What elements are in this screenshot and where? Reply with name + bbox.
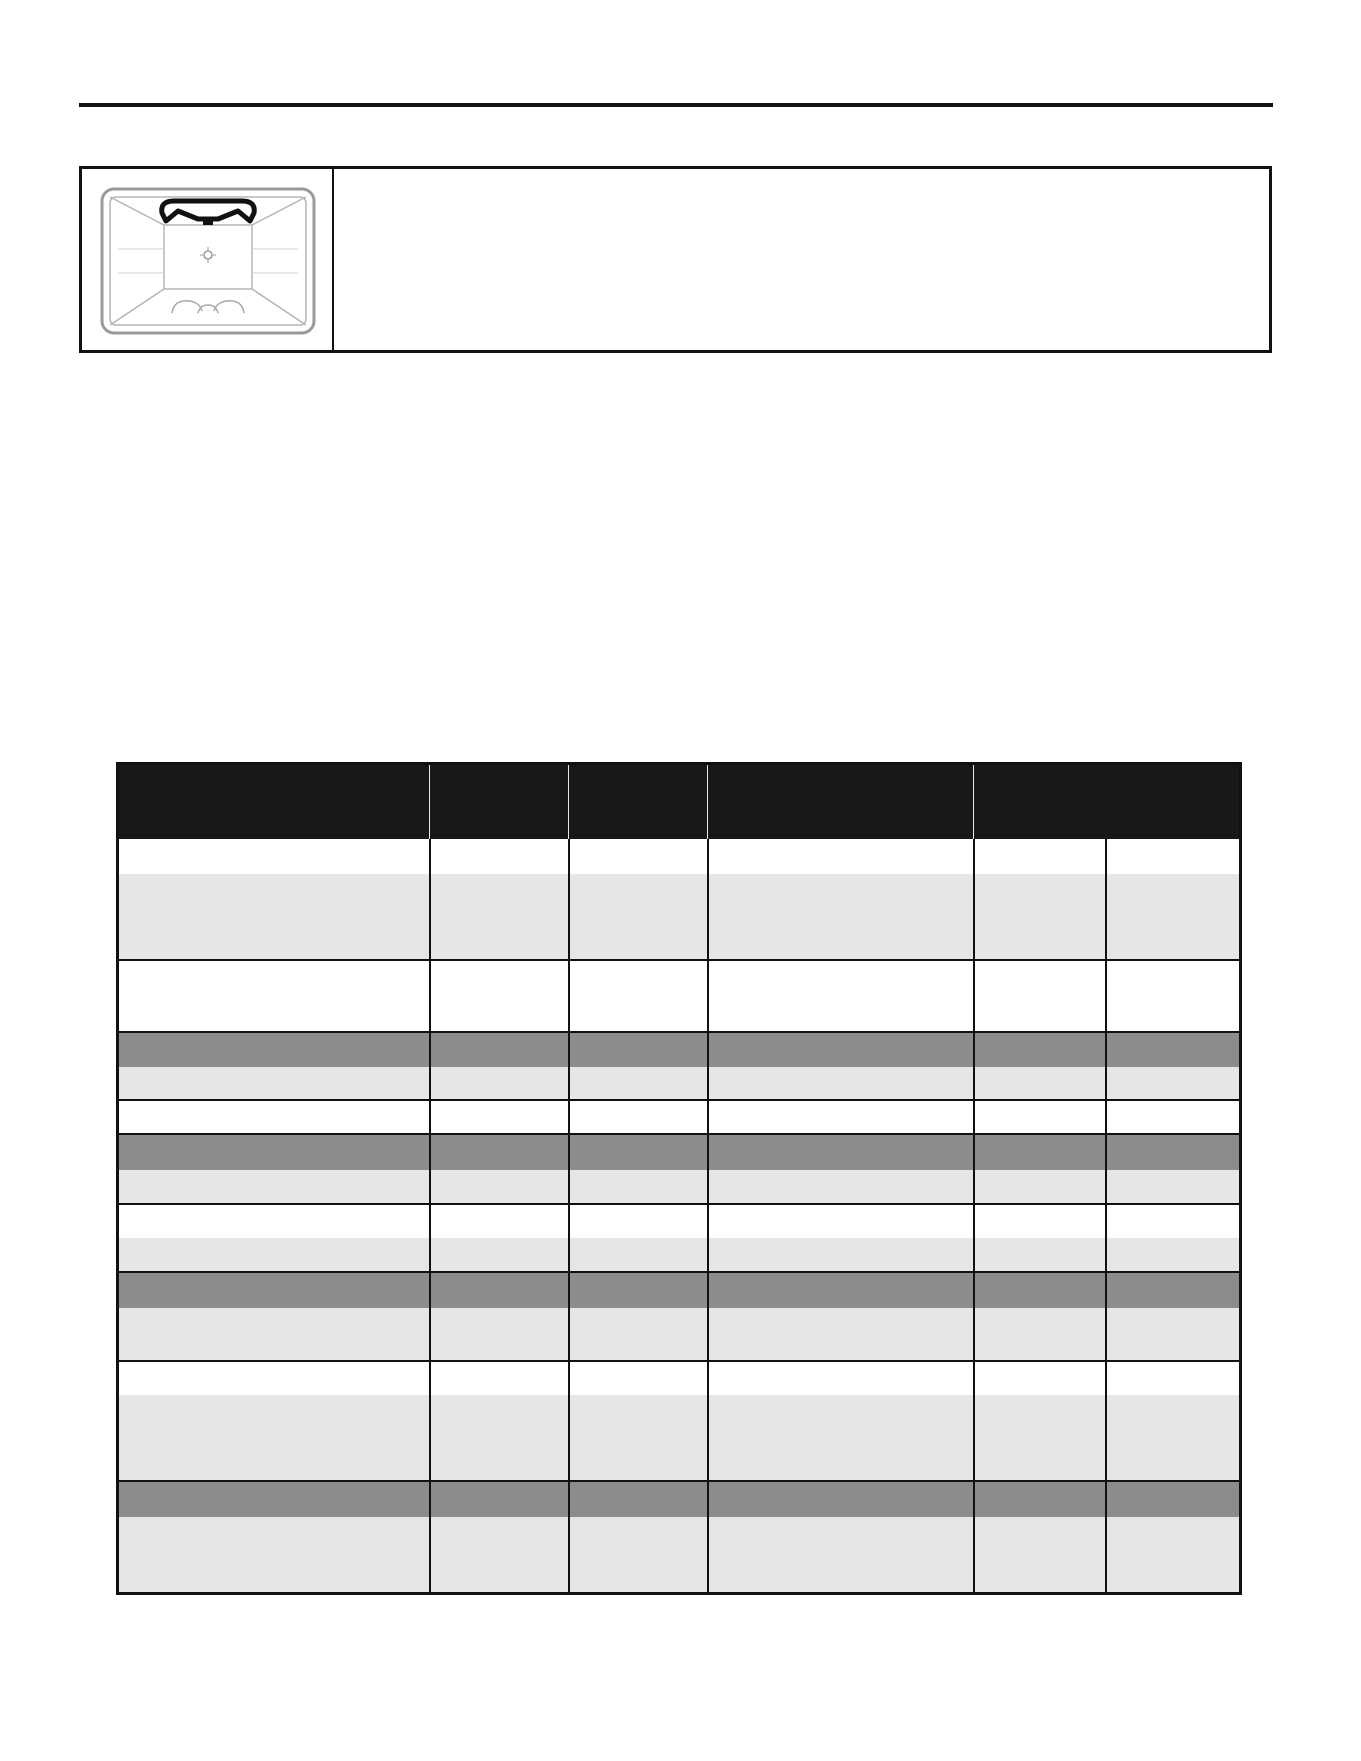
table-cell [118,839,430,874]
table-cell [1106,1481,1241,1517]
table-cell [708,1395,974,1481]
table-cell [430,839,569,874]
table-cell [569,1067,708,1100]
table-cell [569,1272,708,1308]
table-cell [1106,1100,1241,1134]
table-cell [430,1308,569,1361]
table-cell [569,1134,708,1170]
table-row [118,874,1241,960]
table-cell [1106,1308,1241,1361]
table-cell [974,1204,1106,1238]
table-cell [974,874,1106,960]
table-cell [1106,1238,1241,1272]
table-cell [708,1032,974,1067]
table-cell [1106,960,1241,1032]
header-food [118,764,430,840]
info-box [79,166,1272,353]
table-cell [708,1272,974,1308]
table-cell [430,1100,569,1134]
table-cell [708,1067,974,1100]
table-section-row [118,1134,1241,1170]
table-cell [1106,1170,1241,1204]
oven-illustration [82,169,334,350]
table-cell [974,1170,1106,1204]
table-cell [1106,1134,1241,1170]
table-cell [1106,1272,1241,1308]
oven-broil-element-icon [100,187,316,335]
table-row [118,839,1241,874]
table-cell [430,1395,569,1481]
table-cell [569,1517,708,1593]
table-cell [708,1308,974,1361]
table-cell [118,874,430,960]
table-cell [118,960,430,1032]
table-row [118,1204,1241,1238]
table-cell [974,1272,1106,1308]
table-section-row [118,1032,1241,1067]
table-row [118,1170,1241,1204]
table-cell [569,1481,708,1517]
info-text [334,169,1269,350]
table-cell [118,1134,430,1170]
table-cell [708,1481,974,1517]
table-cell [569,1204,708,1238]
table-cell [974,1067,1106,1100]
table-cell [569,839,708,874]
table-section-row [118,1481,1241,1517]
table-cell [118,1395,430,1481]
table-cell [118,1238,430,1272]
table-row [118,1308,1241,1361]
table-cell [1106,839,1241,874]
table-cell [708,1134,974,1170]
table-cell [1106,1032,1241,1067]
table-cell [569,1100,708,1134]
table-cell [974,1238,1106,1272]
table-cell [708,1204,974,1238]
table-section-row [118,1272,1241,1308]
table-row [118,1067,1241,1100]
table-row [118,1395,1241,1481]
table-cell [430,874,569,960]
header-temp [708,764,974,840]
header-rack [430,764,569,840]
table-cell [118,1517,430,1593]
table-cell [430,1204,569,1238]
table-cell [708,839,974,874]
header-mode [569,764,708,840]
table-cell [1106,1361,1241,1395]
table-cell [118,1067,430,1100]
table-cell [1106,1067,1241,1100]
table-cell [430,960,569,1032]
table-cell [708,874,974,960]
table-cell [974,839,1106,874]
table-cell [569,874,708,960]
table-cell [118,1481,430,1517]
table-cell [569,1170,708,1204]
table-cell [1106,1204,1241,1238]
table-cell [708,1361,974,1395]
table-cell [430,1032,569,1067]
table-header-row [118,764,1241,840]
table-cell [569,1238,708,1272]
table-cell [569,1395,708,1481]
table-cell [569,1308,708,1361]
table-row [118,1238,1241,1272]
table-cell [118,1361,430,1395]
table-cell [1106,1517,1241,1593]
table-cell [708,1517,974,1593]
table-cell [708,1100,974,1134]
table-cell [569,960,708,1032]
table-cell [430,1272,569,1308]
table-cell [430,1361,569,1395]
table-cell [974,1395,1106,1481]
table-cell [569,1032,708,1067]
table-cell [708,960,974,1032]
table-cell [974,1361,1106,1395]
table-cell [430,1134,569,1170]
table-cell [974,1134,1106,1170]
table-cell [1106,1395,1241,1481]
table-cell [974,1308,1106,1361]
table-cell [430,1067,569,1100]
table-row [118,960,1241,1032]
table-row [118,1100,1241,1134]
table-cell [430,1238,569,1272]
header-time [974,764,1241,840]
table-cell [430,1170,569,1204]
table-cell [118,1170,430,1204]
table-cell [118,1204,430,1238]
table-cell [708,1170,974,1204]
table-cell [430,1481,569,1517]
top-rule [79,103,1273,107]
cooking-guide-table [116,762,1242,1595]
table-cell [708,1238,974,1272]
table-cell [974,1517,1106,1593]
table-cell [974,1032,1106,1067]
table-cell [118,1032,430,1067]
table-cell [118,1272,430,1308]
table-row [118,1361,1241,1395]
table-cell [118,1100,430,1134]
table-cell [118,1308,430,1361]
table-row [118,1517,1241,1593]
table-cell [974,1100,1106,1134]
table-cell [569,1361,708,1395]
table-cell [974,1481,1106,1517]
table-cell [1106,874,1241,960]
table-cell [430,1517,569,1593]
table-cell [974,960,1106,1032]
